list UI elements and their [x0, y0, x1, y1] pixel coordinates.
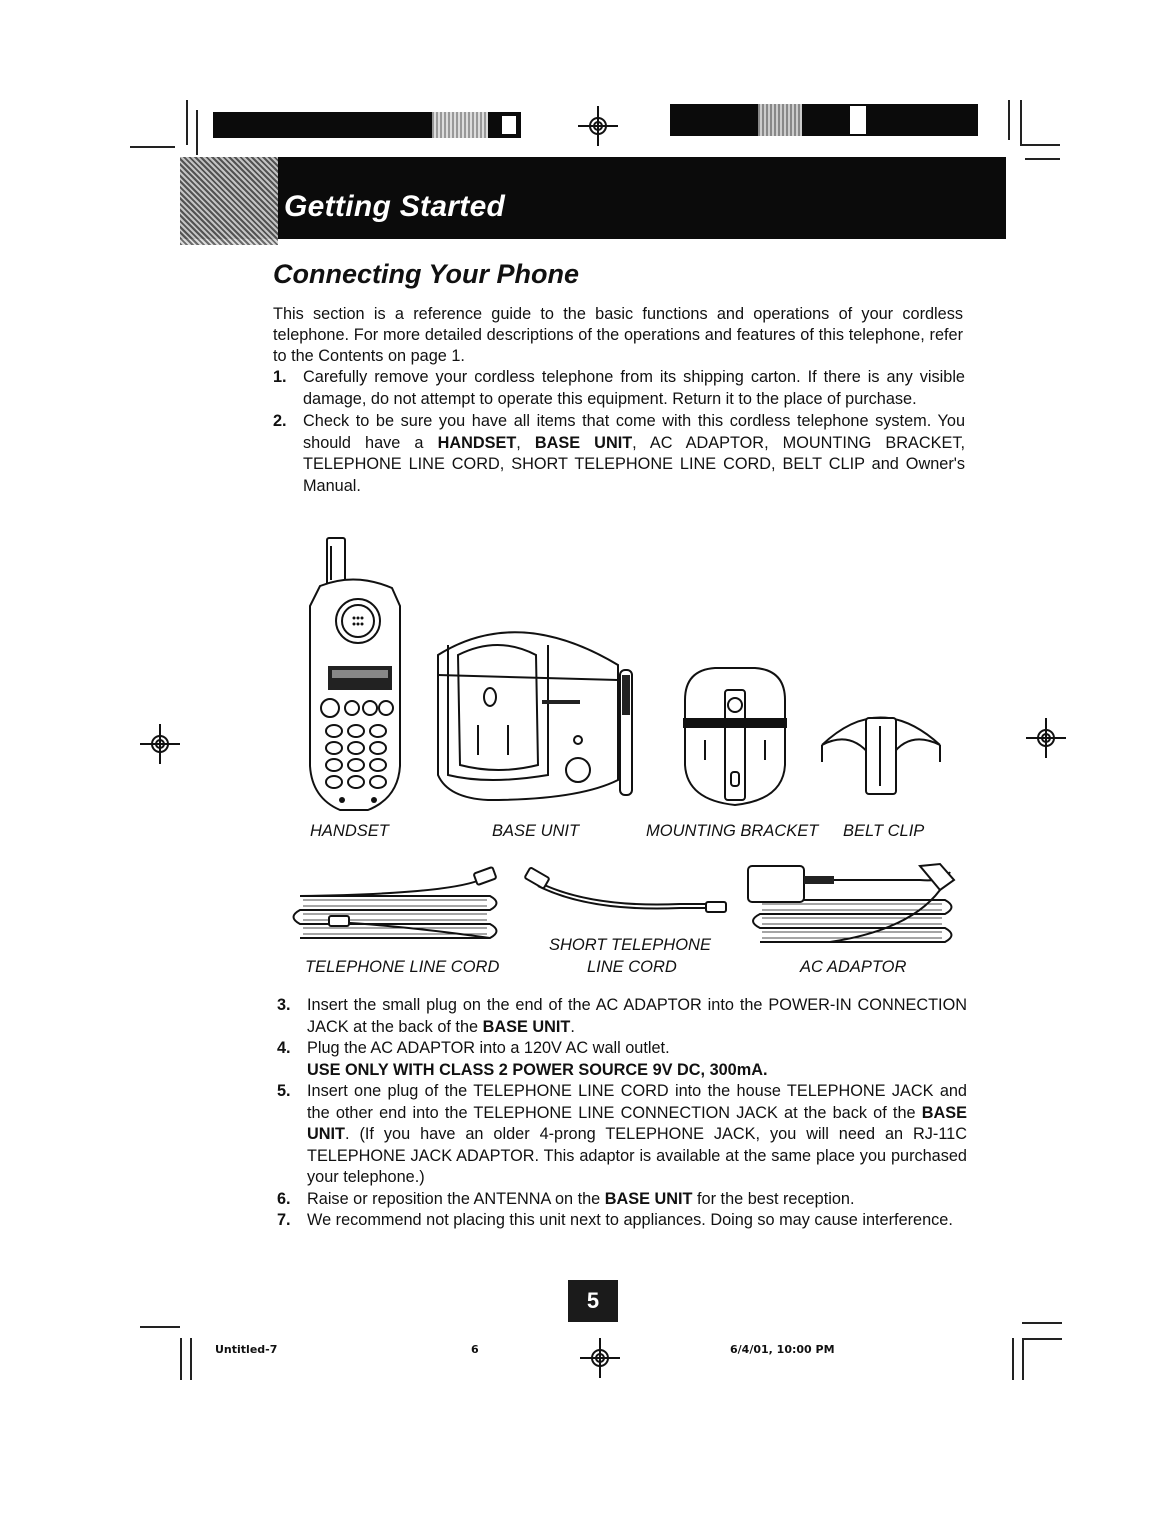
- handset-illustration: [300, 536, 410, 826]
- step-bold: BASE UNIT: [482, 1017, 571, 1036]
- step-text: We recommend not placing this unit next to appliances. Doing so may cause interference.: [307, 1211, 953, 1229]
- step-text: .: [570, 1017, 575, 1036]
- list-item: [277, 995, 967, 1038]
- step-text: Plug the AC ADAPTOR into a 120V AC wall outlet.: [307, 1039, 670, 1057]
- step-text: , AC ADAPTOR, MOUNTING BRACKET, TELEPHONE LINE CORD, SHORT TELEPHONE LINE CORD, BELT CLIP and Owner's Manual.: [303, 433, 965, 495]
- list-item: [273, 367, 965, 410]
- caption-base-unit: BASE UNIT: [492, 822, 580, 840]
- steps-list-bottom: [277, 995, 967, 1232]
- crop-mark: [1022, 1338, 1024, 1380]
- crop-mark: [1020, 100, 1022, 145]
- crop-mark: [1022, 1322, 1062, 1324]
- step-text: Insert the small plug on the end of the AC ADAPTOR into the POWER-IN CONNECTION JACK at the back of the: [307, 996, 967, 1036]
- registration-bar-right-gap: [850, 106, 866, 134]
- step-text: for the best reception.: [692, 1189, 855, 1208]
- page-number-badge: 5: [568, 1280, 618, 1322]
- step-number: 3.: [277, 996, 291, 1014]
- step-number: 6.: [277, 1189, 291, 1208]
- crop-mark: [1008, 100, 1010, 140]
- step-number: 5.: [277, 1082, 291, 1100]
- base-unit-illustration: [428, 615, 648, 815]
- list-item: [277, 1189, 967, 1211]
- list-item: [277, 1081, 967, 1189]
- crop-mark: [1025, 158, 1060, 160]
- crop-mark: [1022, 1338, 1062, 1340]
- registration-bar-right-texture: [758, 104, 802, 136]
- registration-target-icon: [1026, 718, 1066, 758]
- step-bold: BASE UNIT: [604, 1189, 693, 1208]
- step-bold: USE ONLY WITH CLASS 2 POWER SOURCE 9V DC, 300mA.: [307, 1060, 768, 1079]
- step-text: Insert one plug of the TELEPHONE LINE CORD into the house TELEPHONE JACK and the other end into the TELEPHONE LINE CONNECTION JACK at the back of the: [307, 1082, 967, 1122]
- crop-mark: [180, 1338, 182, 1380]
- caption-telephone-line-cord: TELEPHONE LINE CORD: [305, 958, 500, 976]
- step-bold: BASE UNIT: [534, 433, 633, 452]
- crop-mark: [186, 100, 188, 145]
- section-title: Connecting Your Phone: [273, 259, 580, 289]
- belt-clip-illustration: [820, 700, 945, 800]
- ac-adaptor-illustration: [740, 860, 965, 952]
- registration-bar-left-texture: [432, 112, 488, 138]
- caption-ac-adaptor: AC ADAPTOR: [800, 958, 907, 976]
- intro-paragraph: This section is a reference guide to the basic functions and operations of your cordless telephone. For more detailed descriptions of the operations and features of this telephone, refer to the Contents on page 1.: [273, 305, 963, 365]
- step-text: Carefully remove your cordless telephone from its shipping carton. If there is any visible damage, do not attempt to operate this equipment. Return it to the place of purchase.: [303, 368, 965, 408]
- registration-target-icon: [578, 106, 618, 146]
- footer-datetime: 6/4/01, 10:00 PM: [730, 1343, 835, 1356]
- caption-short-cord-line2: LINE CORD: [587, 958, 677, 976]
- registration-bar-right: [670, 104, 978, 136]
- crop-mark: [140, 1326, 180, 1328]
- step-number: 2.: [273, 412, 287, 430]
- list-item: [277, 1038, 967, 1081]
- caption-belt-clip: BELT CLIP: [843, 822, 925, 840]
- mounting-bracket-illustration: [675, 660, 795, 810]
- caption-short-cord-line1: SHORT TELEPHONE: [549, 936, 711, 954]
- crop-mark: [190, 1338, 192, 1380]
- crop-mark: [196, 110, 198, 155]
- footer-file-name: Untitled-7: [215, 1343, 278, 1356]
- step-number: 1.: [273, 368, 287, 386]
- registration-target-icon: [140, 724, 180, 764]
- list-item: [277, 1210, 967, 1232]
- caption-mounting-bracket: MOUNTING BRACKET: [646, 822, 819, 840]
- crop-mark: [1012, 1338, 1014, 1380]
- step-text: ,: [516, 433, 535, 452]
- registration-target-icon: [580, 1338, 620, 1378]
- list-item: [273, 411, 965, 497]
- step-text: . (If you have an older 4-prong TELEPHONE JACK, you will need an RJ-11C TELEPHONE JACK ADAPTOR. This adaptor is available at the same place you purchased your telephone.): [307, 1125, 967, 1186]
- step-bold: BASE UNIT: [307, 1103, 967, 1143]
- registration-bar-left-end: [500, 114, 518, 136]
- step-bold: HANDSET: [437, 433, 517, 452]
- header-title: Getting Started: [284, 190, 506, 223]
- crop-mark: [1020, 144, 1060, 146]
- crop-mark: [130, 146, 175, 148]
- step-text: Raise or reposition the ANTENNA on the: [307, 1189, 605, 1208]
- header-texture: [180, 157, 278, 245]
- footer-sheet-number: 6: [471, 1343, 479, 1356]
- telephone-line-cord-illustration: [285, 866, 510, 950]
- caption-handset: HANDSET: [310, 822, 389, 840]
- step-number: 4.: [277, 1039, 291, 1057]
- steps-list-top: [273, 367, 965, 497]
- step-text: Check to be sure you have all items that come with this cordless telephone system. You should have a: [303, 412, 965, 452]
- short-cord-illustration: [520, 868, 735, 918]
- step-number: 7.: [277, 1211, 291, 1229]
